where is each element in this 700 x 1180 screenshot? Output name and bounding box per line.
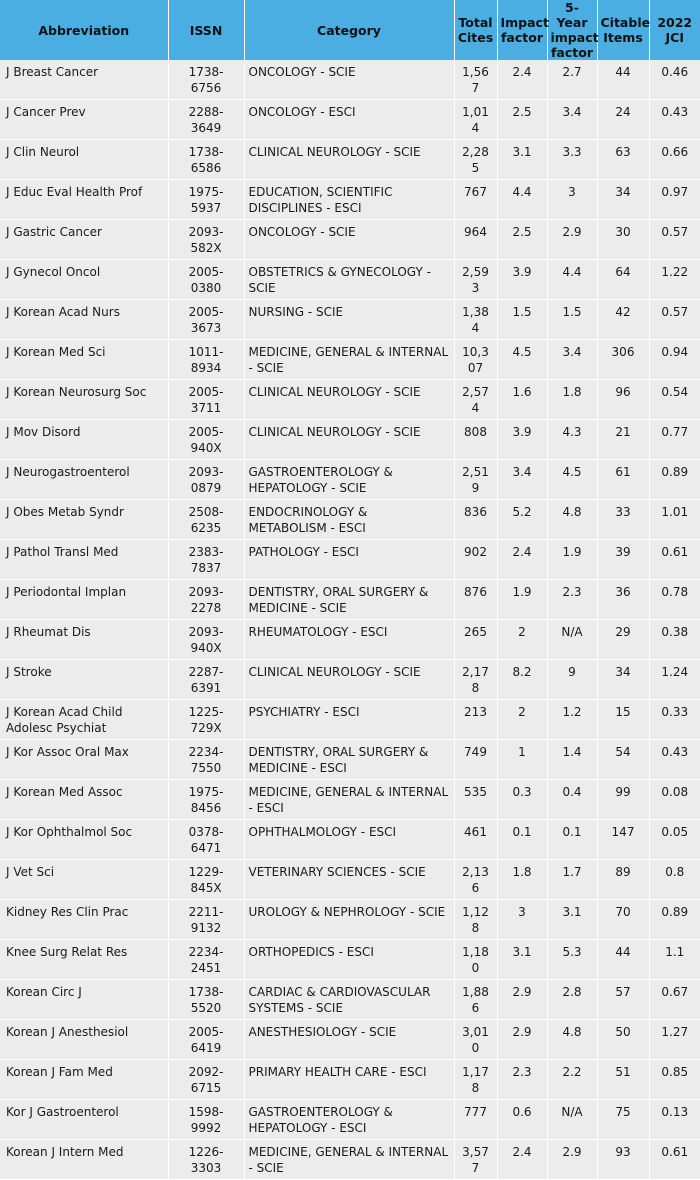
- header-jci: 2022 JCI: [649, 0, 700, 60]
- table-row: [0, 620, 700, 660]
- cell-jci: 1.1: [649, 940, 700, 980]
- table-row: [0, 1100, 700, 1140]
- cell-jci: 0.61: [649, 540, 700, 580]
- cell-issn: 2093-582X: [168, 220, 244, 260]
- cell-abbreviation: J Cancer Prev: [0, 100, 168, 140]
- cell-impact-factor: 3.9: [497, 420, 547, 460]
- cell-abbreviation: J Korean Acad Nurs: [0, 300, 168, 340]
- cell-abbreviation: J Kor Ophthalmol Soc: [0, 820, 168, 860]
- cell-total-cites: 3,577: [454, 1140, 497, 1180]
- cell-impact-factor: 2.5: [497, 220, 547, 260]
- table-row: [0, 500, 700, 540]
- cell-abbreviation: J Periodontal Implan: [0, 580, 168, 620]
- cell-issn: 1225-729X: [168, 700, 244, 740]
- cell-issn: 2383-7837: [168, 540, 244, 580]
- cell-five-year-impact-factor: 1.9: [547, 540, 597, 580]
- cell-impact-factor: 0.1: [497, 820, 547, 860]
- table-row: [0, 860, 700, 900]
- cell-five-year-impact-factor: 9: [547, 660, 597, 700]
- cell-jci: 0.85: [649, 1060, 700, 1100]
- table-row: [0, 300, 700, 340]
- cell-category: VETERINARY SCIENCES - SCIE: [244, 860, 454, 900]
- cell-issn: 1229-845X: [168, 860, 244, 900]
- header-total-cites: Total Cites: [454, 0, 497, 60]
- table-row: [0, 420, 700, 460]
- cell-impact-factor: 2.4: [497, 60, 547, 100]
- table-row: [0, 380, 700, 420]
- cell-total-cites: 1,014: [454, 100, 497, 140]
- cell-citable-items: 64: [597, 260, 649, 300]
- cell-five-year-impact-factor: 1.8: [547, 380, 597, 420]
- cell-issn: 2093-2278: [168, 580, 244, 620]
- cell-abbreviation: Korean J Anesthesiol: [0, 1020, 168, 1060]
- cell-issn: 1975-8456: [168, 780, 244, 820]
- cell-category: EDUCATION, SCIENTIFIC DISCIPLINES - ESCI: [244, 180, 454, 220]
- cell-five-year-impact-factor: 0.4: [547, 780, 597, 820]
- cell-abbreviation: J Neurogastroenterol: [0, 460, 168, 500]
- cell-impact-factor: 1.9: [497, 580, 547, 620]
- cell-abbreviation: Knee Surg Relat Res: [0, 940, 168, 980]
- cell-abbreviation: J Breast Cancer: [0, 60, 168, 100]
- cell-total-cites: 2,285: [454, 140, 497, 180]
- cell-total-cites: 2,136: [454, 860, 497, 900]
- cell-jci: 1.01: [649, 500, 700, 540]
- cell-jci: 0.8: [649, 860, 700, 900]
- cell-five-year-impact-factor: 2.3: [547, 580, 597, 620]
- cell-jci: 1.24: [649, 660, 700, 700]
- table-body: [0, 60, 700, 1180]
- cell-issn: 2005-0380: [168, 260, 244, 300]
- cell-citable-items: 44: [597, 60, 649, 100]
- cell-jci: 0.57: [649, 220, 700, 260]
- cell-issn: 1738-5520: [168, 980, 244, 1020]
- cell-abbreviation: J Gastric Cancer: [0, 220, 168, 260]
- table-row: [0, 60, 700, 100]
- cell-abbreviation: J Clin Neurol: [0, 140, 168, 180]
- cell-five-year-impact-factor: 3.4: [547, 100, 597, 140]
- cell-abbreviation: J Korean Med Assoc: [0, 780, 168, 820]
- cell-five-year-impact-factor: 5.3: [547, 940, 597, 980]
- cell-total-cites: 3,010: [454, 1020, 497, 1060]
- cell-total-cites: 2,574: [454, 380, 497, 420]
- cell-citable-items: 96: [597, 380, 649, 420]
- cell-five-year-impact-factor: 2.7: [547, 60, 597, 100]
- table-row: [0, 260, 700, 300]
- table-row: [0, 940, 700, 980]
- cell-impact-factor: 3.1: [497, 140, 547, 180]
- cell-citable-items: 29: [597, 620, 649, 660]
- cell-abbreviation: J Korean Neurosurg Soc: [0, 380, 168, 420]
- cell-abbreviation: J Vet Sci: [0, 860, 168, 900]
- cell-citable-items: 34: [597, 660, 649, 700]
- table-row: [0, 100, 700, 140]
- cell-abbreviation: Korean Circ J: [0, 980, 168, 1020]
- cell-citable-items: 57: [597, 980, 649, 1020]
- cell-jci: 0.97: [649, 180, 700, 220]
- cell-citable-items: 39: [597, 540, 649, 580]
- cell-category: ONCOLOGY - SCIE: [244, 220, 454, 260]
- cell-jci: 0.57: [649, 300, 700, 340]
- cell-citable-items: 306: [597, 340, 649, 380]
- cell-category: ANESTHESIOLOGY - SCIE: [244, 1020, 454, 1060]
- table-row: [0, 820, 700, 860]
- cell-total-cites: 777: [454, 1100, 497, 1140]
- cell-citable-items: 36: [597, 580, 649, 620]
- cell-category: GASTROENTEROLOGY & HEPATOLOGY - SCIE: [244, 460, 454, 500]
- cell-category: DENTISTRY, ORAL SURGERY & MEDICINE - SCIE: [244, 580, 454, 620]
- cell-impact-factor: 3: [497, 900, 547, 940]
- table-row: [0, 900, 700, 940]
- cell-issn: 2234-7550: [168, 740, 244, 780]
- cell-total-cites: 2,519: [454, 460, 497, 500]
- cell-abbreviation: J Kor Assoc Oral Max: [0, 740, 168, 780]
- cell-total-cites: 1,180: [454, 940, 497, 980]
- cell-five-year-impact-factor: 2.8: [547, 980, 597, 1020]
- cell-citable-items: 34: [597, 180, 649, 220]
- cell-total-cites: 836: [454, 500, 497, 540]
- cell-jci: 0.94: [649, 340, 700, 380]
- cell-category: PATHOLOGY - ESCI: [244, 540, 454, 580]
- cell-impact-factor: 3.1: [497, 940, 547, 980]
- cell-jci: 0.67: [649, 980, 700, 1020]
- cell-citable-items: 54: [597, 740, 649, 780]
- cell-total-cites: 461: [454, 820, 497, 860]
- cell-category: UROLOGY & NEPHROLOGY - SCIE: [244, 900, 454, 940]
- cell-citable-items: 21: [597, 420, 649, 460]
- cell-jci: 0.89: [649, 900, 700, 940]
- table-row: [0, 980, 700, 1020]
- cell-total-cites: 902: [454, 540, 497, 580]
- cell-total-cites: 10,307: [454, 340, 497, 380]
- header-issn: ISSN: [168, 0, 244, 60]
- cell-abbreviation: J Gynecol Oncol: [0, 260, 168, 300]
- cell-category: CARDIAC & CARDIOVASCULAR SYSTEMS - SCIE: [244, 980, 454, 1020]
- cell-issn: 1738-6756: [168, 60, 244, 100]
- cell-jci: 0.05: [649, 820, 700, 860]
- cell-category: DENTISTRY, ORAL SURGERY & MEDICINE - ESCI: [244, 740, 454, 780]
- cell-jci: 1.27: [649, 1020, 700, 1060]
- cell-category: CLINICAL NEUROLOGY - SCIE: [244, 140, 454, 180]
- table-header: [0, 0, 700, 60]
- cell-jci: 0.66: [649, 140, 700, 180]
- cell-abbreviation: Korean J Fam Med: [0, 1060, 168, 1100]
- table-row: [0, 660, 700, 700]
- cell-total-cites: 1,886: [454, 980, 497, 1020]
- cell-citable-items: 75: [597, 1100, 649, 1140]
- cell-issn: 2093-940X: [168, 620, 244, 660]
- header-abbreviation: Abbreviation: [0, 0, 168, 60]
- cell-abbreviation: J Stroke: [0, 660, 168, 700]
- cell-total-cites: 964: [454, 220, 497, 260]
- cell-jci: 0.61: [649, 1140, 700, 1180]
- cell-abbreviation: Korean J Intern Med: [0, 1140, 168, 1180]
- cell-impact-factor: 1.6: [497, 380, 547, 420]
- cell-impact-factor: 2.4: [497, 540, 547, 580]
- cell-category: MEDICINE, GENERAL & INTERNAL - ESCI: [244, 780, 454, 820]
- cell-issn: 2508-6235: [168, 500, 244, 540]
- cell-citable-items: 50: [597, 1020, 649, 1060]
- cell-impact-factor: 2: [497, 620, 547, 660]
- cell-total-cites: 876: [454, 580, 497, 620]
- cell-five-year-impact-factor: 2.9: [547, 1140, 597, 1180]
- header-five-year-impact-factor: 5-Year impact factor: [547, 0, 597, 60]
- cell-total-cites: 2,178: [454, 660, 497, 700]
- cell-jci: 0.46: [649, 60, 700, 100]
- header-row: [0, 0, 700, 60]
- table-row: [0, 1020, 700, 1060]
- table-row: [0, 580, 700, 620]
- cell-issn: 2005-3711: [168, 380, 244, 420]
- cell-abbreviation: J Korean Acad Child Adolesc Psychiat: [0, 700, 168, 740]
- cell-citable-items: 147: [597, 820, 649, 860]
- table-row: [0, 140, 700, 180]
- cell-total-cites: 808: [454, 420, 497, 460]
- cell-issn: 1738-6586: [168, 140, 244, 180]
- cell-category: OBSTETRICS & GYNECOLOGY - SCIE: [244, 260, 454, 300]
- cell-jci: 0.54: [649, 380, 700, 420]
- cell-category: ORTHOPEDICS - ESCI: [244, 940, 454, 980]
- cell-issn: 2211-9132: [168, 900, 244, 940]
- table-row: [0, 540, 700, 580]
- cell-category: CLINICAL NEUROLOGY - SCIE: [244, 660, 454, 700]
- cell-abbreviation: J Pathol Transl Med: [0, 540, 168, 580]
- cell-issn: 2093-0879: [168, 460, 244, 500]
- table-row: [0, 340, 700, 380]
- cell-category: CLINICAL NEUROLOGY - SCIE: [244, 420, 454, 460]
- cell-total-cites: 767: [454, 180, 497, 220]
- cell-jci: 1.22: [649, 260, 700, 300]
- cell-abbreviation: J Rheumat Dis: [0, 620, 168, 660]
- cell-category: NURSING - SCIE: [244, 300, 454, 340]
- table-row: [0, 220, 700, 260]
- cell-category: GASTROENTEROLOGY & HEPATOLOGY - ESCI: [244, 1100, 454, 1140]
- table-row: [0, 780, 700, 820]
- table-row: [0, 460, 700, 500]
- cell-jci: 0.78: [649, 580, 700, 620]
- cell-category: ONCOLOGY - SCIE: [244, 60, 454, 100]
- cell-category: RHEUMATOLOGY - ESCI: [244, 620, 454, 660]
- cell-five-year-impact-factor: N/A: [547, 620, 597, 660]
- cell-citable-items: 42: [597, 300, 649, 340]
- cell-impact-factor: 3.4: [497, 460, 547, 500]
- cell-abbreviation: Kidney Res Clin Prac: [0, 900, 168, 940]
- cell-five-year-impact-factor: 4.8: [547, 1020, 597, 1060]
- table-row: [0, 1140, 700, 1180]
- cell-issn: 2234-2451: [168, 940, 244, 980]
- cell-five-year-impact-factor: 4.4: [547, 260, 597, 300]
- cell-total-cites: 213: [454, 700, 497, 740]
- cell-issn: 1011-8934: [168, 340, 244, 380]
- cell-jci: 0.43: [649, 740, 700, 780]
- cell-abbreviation: J Educ Eval Health Prof: [0, 180, 168, 220]
- cell-category: OPHTHALMOLOGY - ESCI: [244, 820, 454, 860]
- cell-total-cites: 1,567: [454, 60, 497, 100]
- cell-citable-items: 44: [597, 940, 649, 980]
- cell-jci: 0.89: [649, 460, 700, 500]
- cell-impact-factor: 1.8: [497, 860, 547, 900]
- cell-total-cites: 2,593: [454, 260, 497, 300]
- cell-category: ONCOLOGY - ESCI: [244, 100, 454, 140]
- cell-issn: 2288-3649: [168, 100, 244, 140]
- cell-category: CLINICAL NEUROLOGY - SCIE: [244, 380, 454, 420]
- cell-citable-items: 99: [597, 780, 649, 820]
- cell-five-year-impact-factor: 3: [547, 180, 597, 220]
- cell-five-year-impact-factor: 1.5: [547, 300, 597, 340]
- cell-five-year-impact-factor: 4.3: [547, 420, 597, 460]
- cell-five-year-impact-factor: 2.9: [547, 220, 597, 260]
- cell-category: ENDOCRINOLOGY & METABOLISM - ESCI: [244, 500, 454, 540]
- cell-impact-factor: 1: [497, 740, 547, 780]
- cell-impact-factor: 5.2: [497, 500, 547, 540]
- cell-citable-items: 61: [597, 460, 649, 500]
- cell-category: MEDICINE, GENERAL & INTERNAL - SCIE: [244, 340, 454, 380]
- cell-abbreviation: Kor J Gastroenterol: [0, 1100, 168, 1140]
- cell-five-year-impact-factor: 2.2: [547, 1060, 597, 1100]
- table-row: [0, 700, 700, 740]
- cell-jci: 0.43: [649, 100, 700, 140]
- cell-citable-items: 89: [597, 860, 649, 900]
- cell-issn: 2005-6419: [168, 1020, 244, 1060]
- cell-citable-items: 51: [597, 1060, 649, 1100]
- header-impact-factor: Impact factor: [497, 0, 547, 60]
- cell-total-cites: 749: [454, 740, 497, 780]
- cell-total-cites: 1,178: [454, 1060, 497, 1100]
- cell-issn: 2005-3673: [168, 300, 244, 340]
- cell-impact-factor: 2: [497, 700, 547, 740]
- cell-impact-factor: 2.3: [497, 1060, 547, 1100]
- cell-five-year-impact-factor: 4.5: [547, 460, 597, 500]
- cell-issn: 2287-6391: [168, 660, 244, 700]
- cell-five-year-impact-factor: 4.8: [547, 500, 597, 540]
- cell-citable-items: 93: [597, 1140, 649, 1180]
- cell-five-year-impact-factor: 3.3: [547, 140, 597, 180]
- cell-five-year-impact-factor: 1.2: [547, 700, 597, 740]
- cell-impact-factor: 8.2: [497, 660, 547, 700]
- cell-citable-items: 15: [597, 700, 649, 740]
- cell-abbreviation: J Korean Med Sci: [0, 340, 168, 380]
- cell-citable-items: 63: [597, 140, 649, 180]
- cell-five-year-impact-factor: 1.7: [547, 860, 597, 900]
- cell-total-cites: 1,384: [454, 300, 497, 340]
- cell-five-year-impact-factor: 1.4: [547, 740, 597, 780]
- cell-issn: 1598-9992: [168, 1100, 244, 1140]
- cell-abbreviation: J Obes Metab Syndr: [0, 500, 168, 540]
- table-row: [0, 180, 700, 220]
- cell-impact-factor: 4.5: [497, 340, 547, 380]
- cell-jci: 0.33: [649, 700, 700, 740]
- cell-impact-factor: 2.5: [497, 100, 547, 140]
- table-row: [0, 1060, 700, 1100]
- cell-five-year-impact-factor: N/A: [547, 1100, 597, 1140]
- cell-category: MEDICINE, GENERAL & INTERNAL - SCIE: [244, 1140, 454, 1180]
- cell-total-cites: 1,128: [454, 900, 497, 940]
- cell-jci: 0.08: [649, 780, 700, 820]
- cell-impact-factor: 2.4: [497, 1140, 547, 1180]
- cell-impact-factor: 2.9: [497, 1020, 547, 1060]
- cell-five-year-impact-factor: 0.1: [547, 820, 597, 860]
- header-category: Category: [244, 0, 454, 60]
- cell-citable-items: 70: [597, 900, 649, 940]
- cell-citable-items: 30: [597, 220, 649, 260]
- cell-impact-factor: 0.6: [497, 1100, 547, 1140]
- cell-jci: 0.77: [649, 420, 700, 460]
- cell-total-cites: 265: [454, 620, 497, 660]
- cell-jci: 0.13: [649, 1100, 700, 1140]
- cell-impact-factor: 3.9: [497, 260, 547, 300]
- table-row: [0, 740, 700, 780]
- cell-impact-factor: 4.4: [497, 180, 547, 220]
- cell-total-cites: 535: [454, 780, 497, 820]
- cell-citable-items: 24: [597, 100, 649, 140]
- cell-five-year-impact-factor: 3.4: [547, 340, 597, 380]
- cell-five-year-impact-factor: 3.1: [547, 900, 597, 940]
- cell-impact-factor: 1.5: [497, 300, 547, 340]
- cell-impact-factor: 0.3: [497, 780, 547, 820]
- cell-issn: 0378-6471: [168, 820, 244, 860]
- cell-issn: 2005-940X: [168, 420, 244, 460]
- header-citable-items: Citable Items: [597, 0, 649, 60]
- cell-jci: 0.38: [649, 620, 700, 660]
- cell-impact-factor: 2.9: [497, 980, 547, 1020]
- cell-issn: 1975-5937: [168, 180, 244, 220]
- cell-issn: 2092-6715: [168, 1060, 244, 1100]
- cell-abbreviation: J Mov Disord: [0, 420, 168, 460]
- cell-citable-items: 33: [597, 500, 649, 540]
- cell-category: PRIMARY HEALTH CARE - ESCI: [244, 1060, 454, 1100]
- cell-issn: 1226-3303: [168, 1140, 244, 1180]
- cell-category: PSYCHIATRY - ESCI: [244, 700, 454, 740]
